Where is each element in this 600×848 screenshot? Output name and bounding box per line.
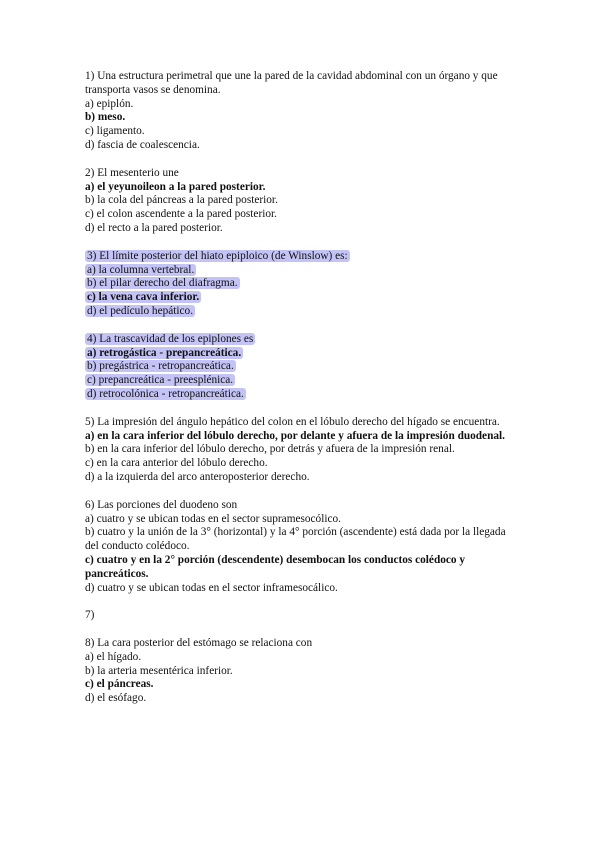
answer-option-text: a) el hígado. xyxy=(85,650,142,663)
question-5 xyxy=(85,416,520,485)
answer-option xyxy=(85,208,520,222)
answer-option xyxy=(85,513,520,527)
answer-option-text: b) meso. xyxy=(85,111,126,124)
answer-option-text: d) cuatro y se ubican todas en el sector inframesocálico. xyxy=(85,581,338,594)
question-1 xyxy=(85,70,520,153)
answer-option xyxy=(85,471,520,485)
question-stem xyxy=(85,499,520,513)
question-2 xyxy=(85,167,520,236)
answer-option-text: d) retrocolónica - retropancreática. xyxy=(87,387,244,400)
answer-option xyxy=(85,582,520,596)
answer-option-text: a) el yeyunoileon a la pared posterior. xyxy=(85,180,266,193)
answer-option xyxy=(85,692,520,706)
question-stem-text: 6) Las porciones del duodeno son xyxy=(85,498,238,511)
answer-option-correct xyxy=(85,111,520,125)
answer-option-text: d) el pedículo hepático. xyxy=(87,304,194,317)
answer-option xyxy=(85,526,520,554)
answer-option xyxy=(85,125,520,139)
answer-option-correct xyxy=(85,678,520,692)
answer-option-text: b) cuatro y la unión de la 3° (horizontal) y la 4° porción (ascendente) está dada por la llegada del conducto colédoco. xyxy=(85,526,506,553)
question-6 xyxy=(85,499,520,596)
question-stem-text: 7) xyxy=(85,609,95,622)
answer-option-text: a) cuatro y se ubican todas en el sector supramesocólico. xyxy=(85,512,341,525)
question-stem xyxy=(85,70,520,98)
question-7 xyxy=(85,609,520,623)
answer-option-text: c) ligamento. xyxy=(85,125,145,138)
answer-option-correct xyxy=(85,291,520,305)
question-stem-text: 8) La cara posterior del estómago se relaciona con xyxy=(85,637,313,650)
answer-option xyxy=(85,194,520,208)
answer-option xyxy=(85,388,520,402)
question-stem xyxy=(85,637,520,651)
answer-option-correct xyxy=(85,554,520,582)
answer-option xyxy=(85,360,520,374)
answer-option-text: d) fascia de coalescencia. xyxy=(85,138,200,151)
answer-option xyxy=(85,305,520,319)
answer-option-text: a) en la cara inferior del lóbulo derecho, por delante y afuera de la impresión duodenal. xyxy=(85,429,505,442)
answer-option-text: d) a la izquierda del arco anteroposterior derecho. xyxy=(85,470,310,483)
answer-option xyxy=(85,651,520,665)
answer-option-text: b) el pilar derecho del diafragma. xyxy=(87,277,238,290)
answer-option xyxy=(85,443,520,457)
question-4 xyxy=(85,333,520,402)
answer-option-text: c) prepancreática - preesplénica. xyxy=(87,374,234,387)
answer-option-correct xyxy=(85,181,520,195)
question-stem xyxy=(85,333,520,347)
answer-option xyxy=(85,98,520,112)
question-stem xyxy=(85,167,520,181)
question-stem xyxy=(85,416,520,430)
answer-option-text: a) la columna vertebral. xyxy=(87,263,195,276)
question-8 xyxy=(85,637,520,706)
answer-option xyxy=(85,139,520,153)
answer-option-text: b) la cola del páncreas a la pared posterior. xyxy=(85,194,278,207)
answer-option-text: d) el recto a la pared posterior. xyxy=(85,221,223,234)
answer-option xyxy=(85,264,520,278)
answer-option-correct xyxy=(85,430,520,444)
answer-option-text: a) retrogástica - prepancreática. xyxy=(87,346,242,359)
answer-option xyxy=(85,222,520,236)
answer-option-text: c) el colon ascendente a la pared posterior. xyxy=(85,208,277,221)
answer-option-text: d) el esófago. xyxy=(85,692,147,705)
question-3 xyxy=(85,250,520,319)
answer-option-text: a) epiplón. xyxy=(85,97,134,110)
answer-option xyxy=(85,457,520,471)
question-stem-text: 3) El límite posterior del hiato epiploico (de Winslow) es: xyxy=(87,249,348,262)
answer-option-text: b) pregástrica - retropancreática. xyxy=(87,360,234,373)
answer-option-text: c) el páncreas. xyxy=(85,678,154,691)
answer-option-correct xyxy=(85,347,520,361)
question-stem xyxy=(85,250,520,264)
answer-option xyxy=(85,374,520,388)
answer-option-text: c) en la cara anterior del lóbulo derecho. xyxy=(85,457,268,470)
question-stem-text: 2) El mesenterio une xyxy=(85,166,179,179)
answer-option-text: b) en la cara inferior del lóbulo derecho, por detrás y afuera de la impresión renal. xyxy=(85,443,455,456)
question-stem-text: 1) Una estructura perimetral que une la pared de la cavidad abdominal con un órgano y que transporta vasos se denomina. xyxy=(85,70,498,96)
question-stem xyxy=(85,609,520,623)
answer-option-text: b) la arteria mesentérica inferior. xyxy=(85,664,233,677)
answer-option xyxy=(85,665,520,679)
answer-option-text: c) cuatro y en la 2° porción (descendente) desembocan los conductos colédoco y pancreáticos. xyxy=(85,553,466,580)
answer-option-text: c) la vena cava inferior. xyxy=(87,291,200,304)
question-stem-text: 5) La impresión del ángulo hepático del colon en el lóbulo derecho del hígado se encuentra. xyxy=(85,415,500,428)
question-list xyxy=(85,70,520,706)
question-stem-text: 4) La trascavidad de los epiplones es xyxy=(87,332,254,345)
answer-option xyxy=(85,277,520,291)
